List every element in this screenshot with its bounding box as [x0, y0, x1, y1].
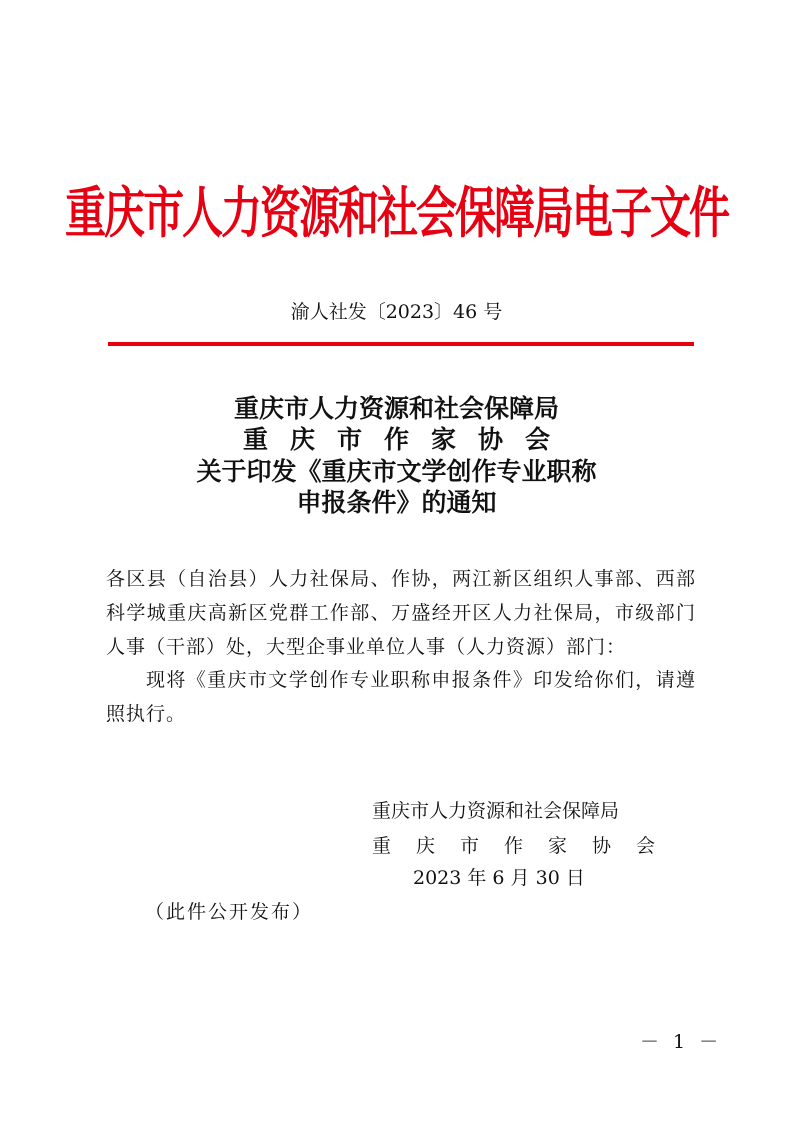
title-line-2: 重庆市作家协会 [242, 425, 572, 454]
masthead: 重庆市人力资源和社会保障局电子文件 [65, 180, 728, 246]
title-line-1: 重庆市人力资源和社会保障局 [233, 394, 559, 423]
page-number: － 1 － [640, 1031, 723, 1053]
title-line-4: 申报条件》的通知 [296, 488, 497, 517]
red-divider-line [108, 342, 694, 346]
addressees-paragraph: 各区县（自治县）人力社保局、作协，两江新区组织人事部、西部科学城重庆高新区党群工作部、万盛经开区人力社保局，市级部门人事（干部）处，大型企事业单位人事（人力资源）部门： [106, 568, 696, 658]
body-paragraph: 现将《重庆市文学创作专业职称申报条件》印发给你们，请遵照执行。 [106, 669, 696, 725]
signature-org-2: 重庆市作家协会 [372, 835, 681, 857]
signature-date: 2023 年 6 月 30 日 [413, 867, 585, 889]
signature-org-1: 重庆市人力资源和社会保障局 [372, 800, 620, 822]
publication-note: （此件公开发布） [145, 901, 314, 923]
document-number: 渝人社发〔2023〕46 号 [290, 301, 503, 323]
title-line-3: 关于印发《重庆市文学创作专业职称 [196, 457, 597, 486]
